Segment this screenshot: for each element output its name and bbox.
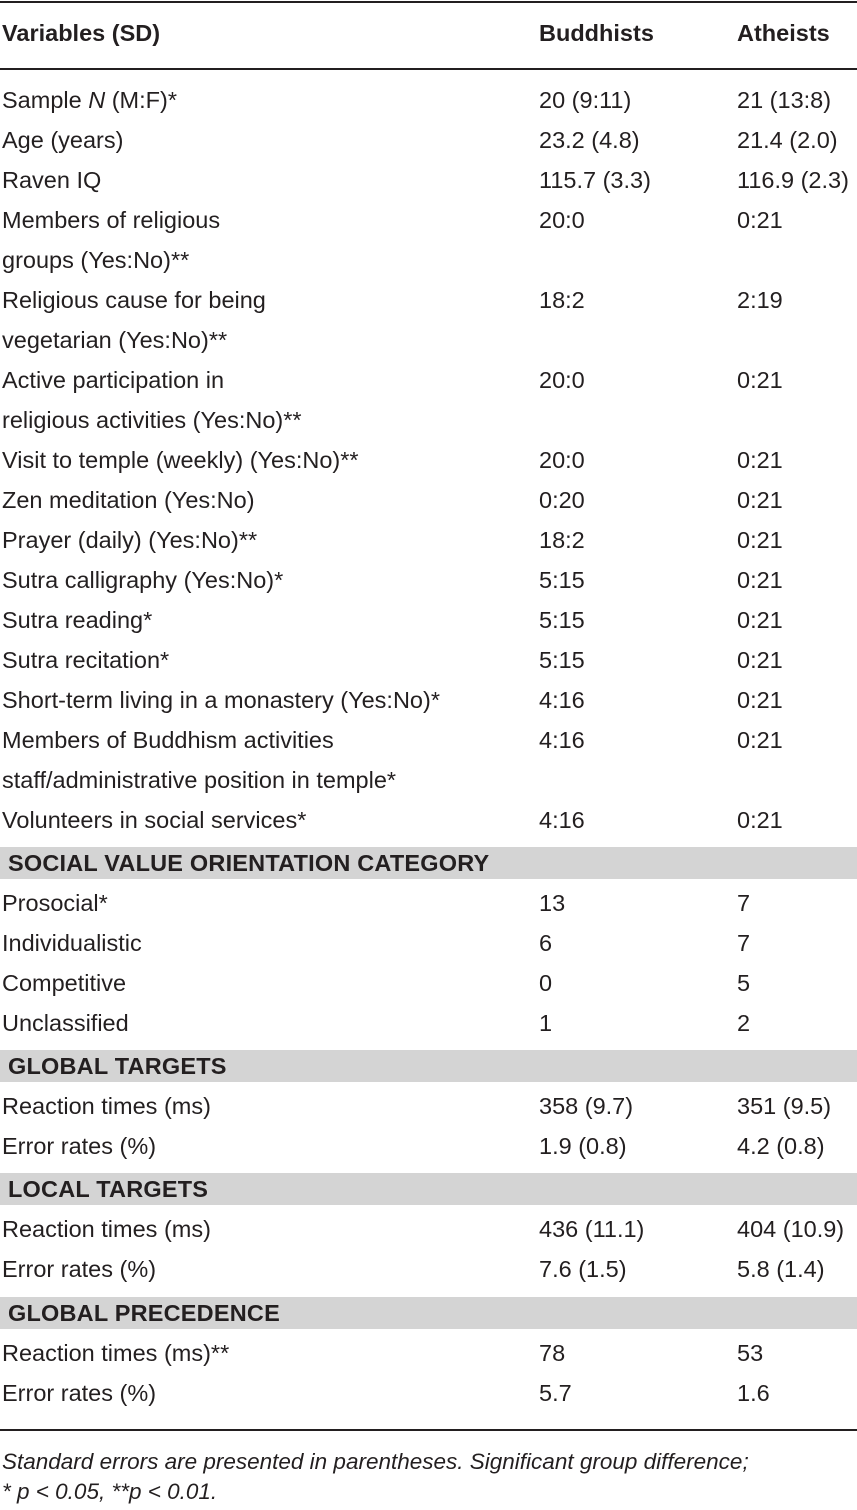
- table-row: [0, 1333, 857, 1373]
- row-label-line2: religious activities (Yes:No)**: [2, 407, 302, 433]
- section-title: GLOBAL PRECEDENCE: [8, 1300, 280, 1326]
- table-row: [0, 360, 857, 440]
- row-atheists: 0:21: [737, 807, 783, 833]
- row-label: Visit to temple (weekly) (Yes:No)**: [2, 447, 359, 473]
- table-footnote: [2, 1447, 857, 1507]
- row-atheists: 1.6: [737, 1380, 770, 1406]
- table-row: [0, 1086, 857, 1126]
- row-buddhists: 18:2: [539, 527, 585, 553]
- row-buddhists: 4:16: [539, 727, 585, 753]
- row-buddhists: 20 (9:11): [539, 87, 632, 113]
- row-buddhists: 358 (9.7): [539, 1093, 634, 1119]
- row-atheists: 0:21: [737, 567, 783, 593]
- row-buddhists: 23.2 (4.8): [539, 127, 640, 153]
- table-row: [0, 120, 857, 160]
- row-label: Prayer (daily) (Yes:No)**: [2, 527, 258, 553]
- row-buddhists: 4:16: [539, 807, 585, 833]
- table-header: [0, 2, 857, 68]
- table-row: [0, 280, 857, 360]
- row-atheists: 0:21: [737, 367, 783, 393]
- table-row: [0, 480, 857, 520]
- row-atheists: 2:19: [737, 287, 783, 313]
- row-atheists: 0:21: [737, 487, 783, 513]
- row-atheists: 0:21: [737, 527, 783, 553]
- row-label: Volunteers in social services*: [2, 807, 307, 833]
- row-atheists: 5.8 (1.4): [737, 1256, 825, 1282]
- row-atheists: 5: [737, 970, 751, 996]
- section-header-svo: [0, 847, 857, 879]
- table-row: [0, 800, 857, 840]
- row-buddhists: 5.7: [539, 1380, 572, 1406]
- row-atheists: 7: [737, 930, 751, 956]
- row-buddhists: 5:15: [539, 647, 585, 673]
- row-buddhists: 4:16: [539, 687, 585, 713]
- row-label: Reaction times (ms)**: [2, 1340, 230, 1366]
- row-label-line1: Members of Buddhism activities: [2, 727, 334, 753]
- section-header-global-targets: [0, 1050, 857, 1082]
- row-atheists: 0:21: [737, 447, 783, 473]
- header-buddhists: Buddhists: [539, 20, 654, 46]
- row-buddhists: 436 (11.1): [539, 1216, 645, 1242]
- row-label: Sample N (M:F)*: [2, 87, 177, 113]
- section-title: SOCIAL VALUE ORIENTATION CATEGORY: [8, 850, 490, 876]
- row-buddhists: 20:0: [539, 207, 585, 233]
- row-label: Sutra calligraphy (Yes:No)*: [2, 567, 284, 593]
- row-label-line1: Active participation in: [2, 367, 225, 393]
- table-row: [0, 720, 857, 800]
- table-row: [0, 1126, 857, 1166]
- row-buddhists: 1.9 (0.8): [539, 1133, 627, 1159]
- row-atheists: 0:21: [737, 727, 783, 753]
- header-rule: [0, 68, 857, 70]
- row-label: Sutra reading*: [2, 607, 153, 633]
- table-row: [0, 1209, 857, 1249]
- row-buddhists: 0:20: [539, 487, 585, 513]
- header-atheists: Atheists: [737, 20, 830, 46]
- row-label-line2: groups (Yes:No)**: [2, 247, 190, 273]
- row-label-line1: Religious cause for being: [2, 287, 266, 313]
- row-buddhists: 115.7 (3.3): [539, 167, 651, 193]
- row-atheists: 21 (13:8): [737, 87, 832, 113]
- table-row: [0, 680, 857, 720]
- table-row: [0, 560, 857, 600]
- table-row: [0, 600, 857, 640]
- row-atheists: 53: [737, 1340, 764, 1366]
- table-row: [0, 520, 857, 560]
- row-atheists: 2: [737, 1010, 751, 1036]
- row-buddhists: 0: [539, 970, 553, 996]
- row-label: Error rates (%): [2, 1380, 157, 1406]
- row-label-line2: vegetarian (Yes:No)**: [2, 327, 228, 353]
- row-buddhists: 20:0: [539, 447, 585, 473]
- row-buddhists: 20:0: [539, 367, 585, 393]
- row-atheists: 21.4 (2.0): [737, 127, 838, 153]
- table-row: [0, 440, 857, 480]
- row-label: Error rates (%): [2, 1256, 157, 1282]
- footnote-line2: * p < 0.05, **p < 0.01.: [2, 1479, 218, 1504]
- row-label: Raven IQ: [2, 167, 102, 193]
- footnote-line1: Standard errors are presented in parentheses. Significant group difference;: [2, 1449, 749, 1474]
- table-row: [0, 80, 857, 120]
- table-row: [0, 923, 857, 963]
- row-buddhists: 13: [539, 890, 566, 916]
- row-atheists: 0:21: [737, 647, 783, 673]
- row-label-line2: staff/administrative position in temple*: [2, 767, 397, 793]
- row-buddhists: 1: [539, 1010, 553, 1036]
- section-title: GLOBAL TARGETS: [8, 1053, 227, 1079]
- row-atheists: 404 (10.9): [737, 1216, 845, 1242]
- row-label: Reaction times (ms): [2, 1216, 211, 1242]
- table-row: [0, 1249, 857, 1289]
- row-atheists: 4.2 (0.8): [737, 1133, 825, 1159]
- table-row: [0, 200, 857, 280]
- row-buddhists: 6: [539, 930, 553, 956]
- row-label: Zen meditation (Yes:No): [2, 487, 255, 513]
- table-row: [0, 1373, 857, 1413]
- row-label: Individualistic: [2, 930, 142, 956]
- row-label: Unclassified: [2, 1010, 129, 1036]
- row-label: Short-term living in a monastery (Yes:No)*: [2, 687, 440, 713]
- row-label-line1: Members of religious: [2, 207, 221, 233]
- section-header-local-targets: [0, 1173, 857, 1205]
- row-buddhists: 18:2: [539, 287, 585, 313]
- row-label: Competitive: [2, 970, 127, 996]
- section-header-global-precedence: [0, 1297, 857, 1329]
- row-atheists: 7: [737, 890, 751, 916]
- row-label: Error rates (%): [2, 1133, 157, 1159]
- table-row: [0, 640, 857, 680]
- bottom-rule: [0, 1429, 857, 1431]
- row-atheists: 351 (9.5): [737, 1093, 832, 1119]
- header-variables: Variables (SD): [2, 20, 161, 46]
- table-row: [0, 1003, 857, 1043]
- row-label: Sutra recitation*: [2, 647, 170, 673]
- row-buddhists: 78: [539, 1340, 566, 1366]
- table-row: [0, 963, 857, 1003]
- row-atheists: 0:21: [737, 607, 783, 633]
- row-label: Age (years): [2, 127, 124, 153]
- row-label: Prosocial*: [2, 890, 108, 916]
- table-row: [0, 160, 857, 200]
- row-buddhists: 5:15: [539, 567, 585, 593]
- row-buddhists: 5:15: [539, 607, 585, 633]
- row-atheists: 0:21: [737, 207, 783, 233]
- section-title: LOCAL TARGETS: [8, 1176, 209, 1202]
- row-label: Reaction times (ms): [2, 1093, 211, 1119]
- row-atheists: 0:21: [737, 687, 783, 713]
- table-row: [0, 883, 857, 923]
- row-atheists: 116.9 (2.3): [737, 167, 849, 193]
- row-buddhists: 7.6 (1.5): [539, 1256, 627, 1282]
